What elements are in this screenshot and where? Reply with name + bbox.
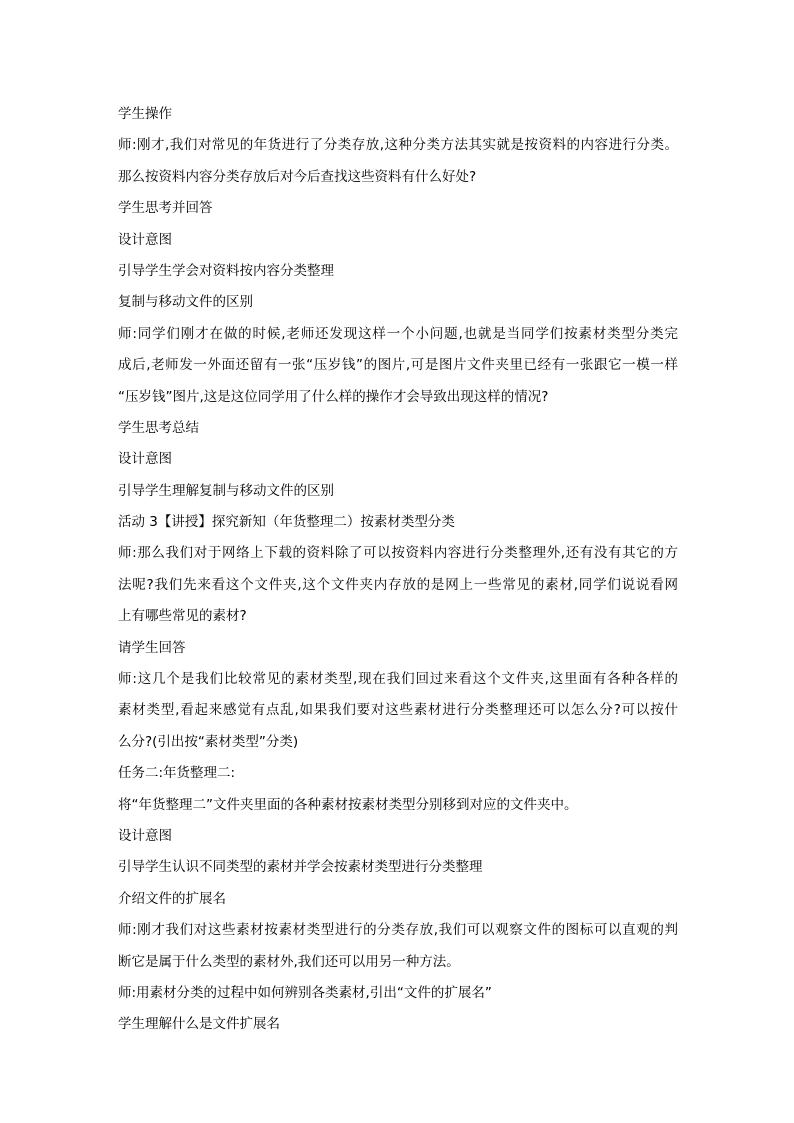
section-heading: 介绍文件的扩展名 — [118, 890, 226, 907]
text-line: 师:这几个是我们比较常见的素材类型,现在我们回过来看这个文件夹,这里面有各种各样的 — [118, 671, 678, 688]
document-page — [118, 99, 678, 1041]
text-line: 师:那么我们对于网络上下载的资料除了可以按资料内容进行分类整理外,还有没有其它的方 — [118, 545, 678, 562]
text-line: 素材类型,看起来感觉有点乱,如果我们要对这些素材进行分类整理还可以怎么分?可以按什 — [118, 702, 678, 719]
section-heading: 设计意图 — [118, 451, 172, 468]
text-line: 师:用素材分类的过程中如何辨别各类素材,引出“文件的扩展名” — [118, 984, 492, 1001]
text-line: 成后,老师发一外面还留有一张“压岁钱”的图片,可是图片文件夹里已经有一张跟它一模一样 — [118, 357, 678, 374]
text-line: 学生理解什么是文件扩展名 — [118, 1016, 280, 1033]
text-line: 将“年货整理二”文件夹里面的各种素材按素材类型分别移到对应的文件夹中。 — [118, 796, 578, 813]
text-line: 断它是属于什么类型的素材外,我们还可以用另一种方法。 — [118, 953, 460, 970]
text-line: 那么按资料内容分类存放后对今后查找这些资料有什么好处? — [118, 168, 477, 185]
text-line: 法呢?我们先来看这个文件夹,这个文件夹内存放的是网上一些常见的素材,同学们说说看网 — [118, 576, 678, 593]
text-line: 请学生回答 — [118, 639, 186, 656]
text-line: 么分?(引出按“素材类型”分类) — [118, 733, 299, 750]
text-line: 师:刚才我们对这些素材按素材类型进行的分类存放,我们可以观察文件的图标可以直观的判 — [118, 922, 678, 939]
text-line: 上有哪些常见的素材? — [118, 608, 247, 625]
section-heading: 设计意图 — [118, 231, 172, 248]
task-heading: 任务二:年货整理二: — [118, 765, 236, 782]
text-line: 引导学生理解复制与移动文件的区别 — [118, 482, 334, 499]
text-line: 师:同学们刚才在做的时候,老师还发现这样一个小问题,也就是当同学们按素材类型分类完 — [118, 325, 678, 342]
section-heading: 设计意图 — [118, 827, 172, 844]
activity-heading: 活动 3【讲授】探究新知（年货整理二）按素材类型分类 — [118, 514, 455, 531]
text-line: 学生操作 — [118, 106, 172, 122]
text-line: 学生思考并回答 — [118, 200, 213, 217]
text-line: 引导学生认识不同类型的素材并学会按素材类型进行分类整理 — [118, 859, 483, 876]
text-line: 师:刚才,我们对常见的年货进行了分类存放,这种分类方法其实就是按资料的内容进行分类。 — [118, 137, 678, 154]
section-heading: 复制与移动文件的区别 — [118, 294, 253, 311]
text-line: “压岁钱”图片,这是这位同学用了什么样的操作才会导致出现这样的情况? — [118, 388, 549, 405]
text-line: 学生思考总结 — [118, 419, 199, 436]
text-line: 引导学生学会对资料按内容分类整理 — [118, 262, 334, 279]
